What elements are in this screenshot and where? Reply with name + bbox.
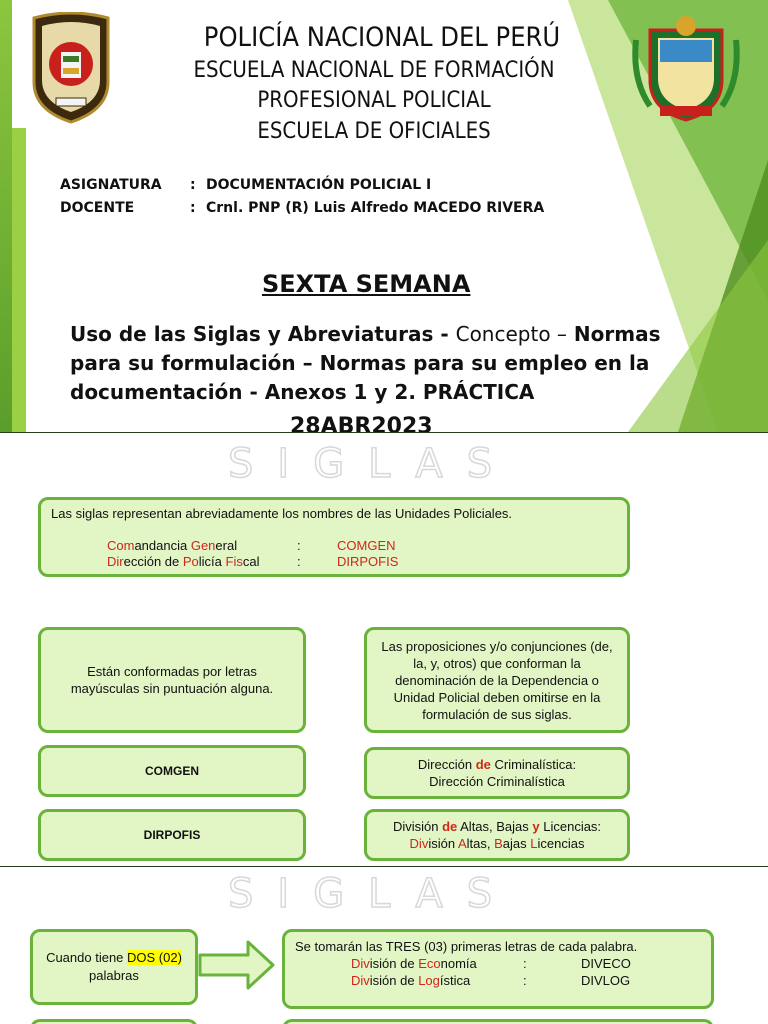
next-rule-box-partial (30, 1019, 198, 1024)
docente-row (60, 200, 544, 216)
intro-text: Las siglas representan abreviadamente los nombres de las Unidades Policiales. (51, 506, 513, 521)
sample-comgen-box: COMGEN (38, 745, 306, 797)
example-1-name: División de Economía (351, 956, 477, 971)
criminalistica-line-1: Dirección de Criminalística: (417, 757, 577, 772)
example-1-sigla: DIVECO (581, 956, 631, 971)
example-1-sigla: COMGEN (337, 538, 396, 553)
example-2-sigla: DIRPOFIS (337, 554, 399, 569)
asignatura-row (60, 177, 431, 193)
date-text: 28ABR2023 (290, 414, 433, 432)
criminalistica-example-box (364, 747, 630, 799)
title-line-3: PROFESIONAL POLICIAL (257, 88, 491, 113)
criminalistica-line-2: Dirección Criminalística (429, 774, 565, 789)
docente-label: DOCENTE (60, 200, 135, 216)
licencias-line-1: División de Altas, Bajas y Licencias: (392, 819, 602, 834)
example-1-colon: : (297, 538, 301, 553)
separator: : (190, 177, 196, 193)
colon: : (523, 956, 527, 971)
title-line-2: ESCUELA NACIONAL DE FORMACIÓN (193, 58, 555, 83)
next-rule-box-partial (282, 1019, 714, 1024)
topic-text (70, 320, 680, 407)
separator: : (190, 200, 196, 216)
slide-title: SIGLAS (228, 871, 517, 917)
colon: : (523, 973, 527, 988)
topic-part-1: Uso de las Siglas y Abreviaturas - (70, 322, 456, 346)
example-row (295, 972, 701, 989)
example-1-name: Comandancia General (107, 538, 238, 553)
arrow-right-icon (198, 939, 276, 991)
rule-description: Se tomarán las TRES (03) primeras letras de cada palabra. (295, 939, 638, 954)
licencias-example-box (364, 809, 630, 861)
topic-part-3: Normas para su formulación – Normas para su empleo en la documentación - Anexos 1 y 2. PRÁCTICA (70, 322, 661, 404)
example-2-name: División de Logística (351, 973, 471, 988)
week-heading: SEXTA SEMANA (262, 270, 471, 298)
slide-title: SIGLAS (228, 441, 517, 487)
rule-omit-conjunctions-box: Las proposiciones y/o conjunciones (de, la, y, otros) que conforman la denominación de la Dependencia o Unidad Policial deben omitirse en la formulación de sus siglas. (364, 627, 630, 733)
sample-dirpofis-box: DIRPOFIS (38, 809, 306, 861)
title-line-4: ESCUELA DE OFICIALES (257, 119, 491, 144)
rule-suffix: palabras (89, 968, 139, 983)
title-slide (0, 0, 768, 432)
example-row (295, 955, 701, 972)
example-2-colon: : (297, 554, 301, 569)
asignatura-value: DOCUMENTACIÓN POLICIAL I (206, 177, 432, 193)
docente-value: Crnl. PNP (R) Luis Alfredo MACEDO RIVERA (206, 200, 545, 216)
siglas-slide-1 (0, 433, 768, 866)
siglas-slide-2 (0, 867, 768, 1024)
three-letters-rule-box (282, 929, 714, 1009)
asignatura-label: ASIGNATURA (60, 177, 162, 193)
licencias-line-2: División Altas, Bajas Licencias (409, 836, 585, 851)
intro-box (38, 497, 630, 577)
example-2-name: Dirección de Policía Fiscal (107, 554, 260, 569)
example-2-sigla: DIVLOG (581, 973, 631, 988)
title-line-1: POLICÍA NACIONAL DEL PERÚ (203, 22, 561, 53)
rule-highlight: DOS (02) (127, 950, 182, 965)
topic-part-2: Concepto – (455, 322, 567, 346)
rule-prefix: Cuando tiene (46, 950, 128, 965)
two-words-rule-box (30, 929, 198, 1005)
rule-uppercase-box: Están conformadas por letras mayúsculas sin puntuación alguna. (38, 627, 306, 733)
green-accent-bar (12, 128, 26, 432)
